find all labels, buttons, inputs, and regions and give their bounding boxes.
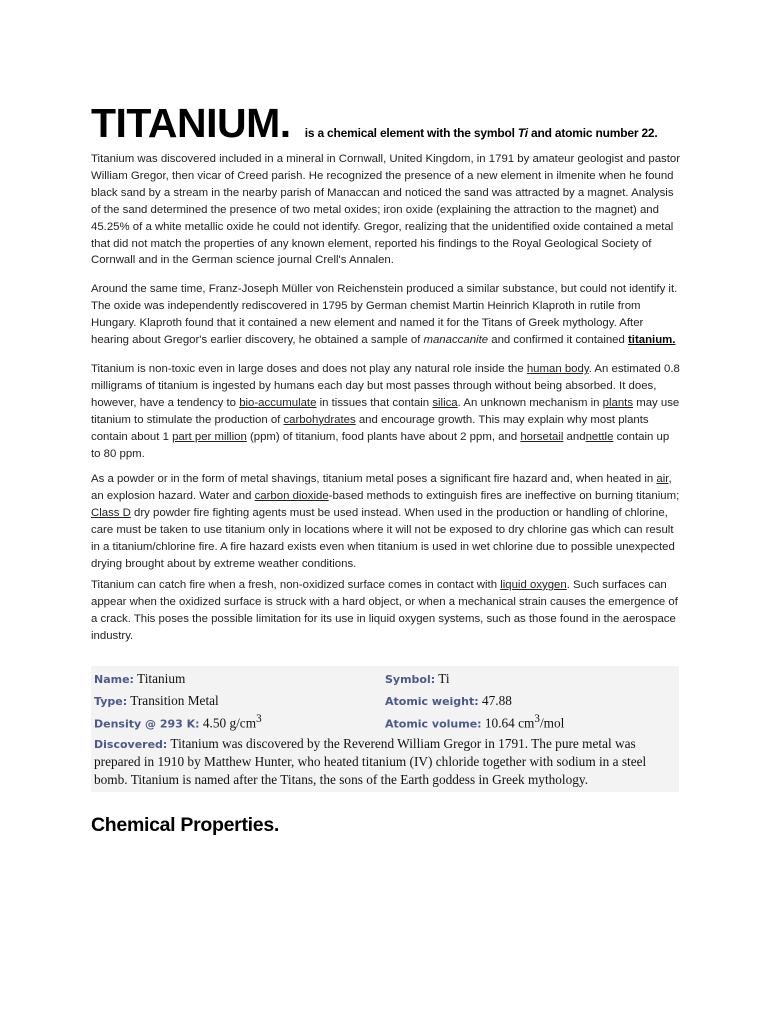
- name-label: Name:: [94, 673, 134, 687]
- text: . An unknown mechanism in: [457, 396, 603, 409]
- title-row: [91, 98, 681, 148]
- atomic-volume-value: 10.64 cm: [484, 715, 535, 731]
- atomic-weight-label: Atomic weight:: [385, 694, 479, 708]
- type-value: Transition Metal: [130, 692, 219, 708]
- plants-link[interactable]: plants: [602, 396, 634, 409]
- subtitle-text-end: and atomic number 22.: [527, 126, 658, 140]
- text: and confirmed it contained: [488, 334, 629, 347]
- volume-exponent: 3: [534, 713, 540, 725]
- name-value: Titanium: [137, 671, 186, 687]
- symbol-cell: [385, 671, 676, 687]
- paragraph-toxicity: [91, 361, 681, 462]
- nettle-link[interactable]: nettle: [585, 430, 614, 443]
- properties-table: [91, 666, 679, 792]
- subtitle-symbol: Ti: [517, 126, 528, 140]
- type-cell: [94, 693, 385, 709]
- text: in tissues that contain: [316, 396, 433, 409]
- text: , an explosion hazard. Water and: [91, 473, 672, 503]
- discovered-row: [94, 733, 676, 789]
- titanium-link[interactable]: titanium.: [628, 334, 676, 347]
- text: contain up to 80 ppm.: [91, 430, 670, 460]
- liquid-oxygen-link[interactable]: liquid oxygen: [500, 578, 567, 591]
- text: dry powder fire fighting agents must be used instead. When used in the production or handling of chlorine, care must be taken to use titanium only in locations where it will not be exposed to dry chlorine gas which can result in a titanium/chlorine fire. A fire hazard exists even when titanium is used in wet chlorine due to possible unexpected drying brought about by extreme weather conditions.: [91, 507, 675, 570]
- horsetail-link[interactable]: horsetail: [520, 430, 564, 443]
- properties-row: [94, 711, 676, 733]
- text: Titanium is non-toxic even in large doses and does not play any natural role inside the: [91, 362, 527, 375]
- paragraph-klaproth: [91, 281, 681, 349]
- text: Around the same time, Franz-Joseph Müller von Reichenstein produced a similar substance, but could not identify it. The oxide was independently rediscovered in 1795 by German chemist Martin Heinrich Klaproth in rutile from Hungary. Klaproth found that it contained a new element and named it for the Titans of Greek mythology. After hearing about Gregor's earlier discovery, he obtained a sample of: [91, 283, 678, 347]
- text: . Such surfaces can appear when the oxidized surface is struck with a hard object, or when a mechanical strain causes the emergence of a crack. This poses the possible limitation for its use in liquid oxygen systems, such as those found in the aerospace industry.: [91, 578, 678, 642]
- page-title: TITANIUM.: [91, 100, 291, 146]
- text: and: [563, 430, 586, 443]
- type-label: Type:: [94, 694, 128, 708]
- paragraph-discovery: Titanium was discovered included in a mineral in Cornwall, United Kingdom, in 1791 by amateur geologist and pastor William Gregor, then vicar of Creed parish. He recognized the presence of a new element in ilmenite when he found black sand by a stream in the nearby parish of Manaccan and noticed the sand was attracted by a magnet. Analysis of the sand determined the presence of two metal oxides; iron oxide (explaining the attraction to the magnet) and 45.25% of a white metallic oxide he could not identify. Gregor, realizing that the unidentified oxide contained a metal that did not match the properties of any known element, reported his findings to the Royal Geological Society of Cornwall and in the German science journal Crell's Annalen.: [91, 153, 681, 267]
- manaccanite-term: manaccanite: [423, 334, 489, 347]
- name-cell: [94, 671, 385, 687]
- text: may use titanium to stimulate the production of: [91, 396, 680, 426]
- carbohydrates-link[interactable]: carbohydrates: [283, 413, 356, 426]
- discovered-label: Discovered:: [94, 737, 168, 751]
- volume-cell: [385, 713, 676, 731]
- text: and encourage growth. This may explain why most plants contain about 1: [91, 413, 649, 443]
- symbol-label: Symbol:: [385, 673, 436, 687]
- bio-accumulate-link[interactable]: bio-accumulate: [239, 396, 317, 409]
- density-cell: [94, 713, 385, 731]
- part-per-million-link[interactable]: part per million: [172, 430, 247, 443]
- air-link[interactable]: air: [656, 473, 669, 486]
- atomic-weight-value: 47.88: [482, 692, 512, 708]
- text: As a powder or in the form of metal shavings, titanium metal poses a significant fire hazard and, when heated in: [91, 473, 657, 486]
- text: (ppm) of titanium, food plants have about 2 ppm, and: [246, 430, 521, 443]
- page-subtitle: [305, 126, 658, 140]
- class-d-link[interactable]: Class D: [91, 507, 131, 520]
- density-exponent: 3: [256, 713, 262, 725]
- silica-link[interactable]: silica: [432, 396, 458, 409]
- symbol-value: Ti: [438, 671, 450, 687]
- density-label: Density @ 293 K:: [94, 717, 200, 731]
- text: -based methods to extinguish fires are ineffective on burning titanium;: [328, 490, 680, 503]
- weight-cell: [385, 693, 676, 709]
- properties-row: [94, 668, 676, 690]
- document-page: [91, 98, 681, 837]
- density-value: 4.50 g/cm: [202, 715, 257, 731]
- carbon-dioxide-link[interactable]: carbon dioxide: [254, 490, 329, 503]
- paragraph-fire-hazard: [91, 471, 681, 572]
- atomic-volume-label: Atomic volume:: [385, 717, 482, 731]
- text: Titanium can catch fire when a fresh, non-oxidized surface comes in contact with: [91, 578, 501, 591]
- human-body-link[interactable]: human body: [526, 362, 589, 375]
- volume-unit: /mol: [539, 715, 565, 731]
- subtitle-text: is a chemical element with the symbol: [304, 126, 518, 140]
- paragraph-liquid-oxygen: [91, 577, 681, 645]
- section-heading: Chemical Properties.: [91, 814, 279, 837]
- properties-row: [94, 690, 676, 712]
- text: . An estimated 0.8 milligrams of titanium is ingested by humans each day but most passes through without being absorbed. It does, however, have a tendency to: [91, 362, 680, 409]
- discovered-value: Titanium was discovered by the Reverend William Gregor in 1791. The pure metal was prepared in 1910 by Matthew Hunter, who heated titanium (IV) chloride together with sodium in a steel bomb. Titanium is named after the Titans, the sons of the Earth goddess in Greek mythology.: [94, 735, 647, 787]
